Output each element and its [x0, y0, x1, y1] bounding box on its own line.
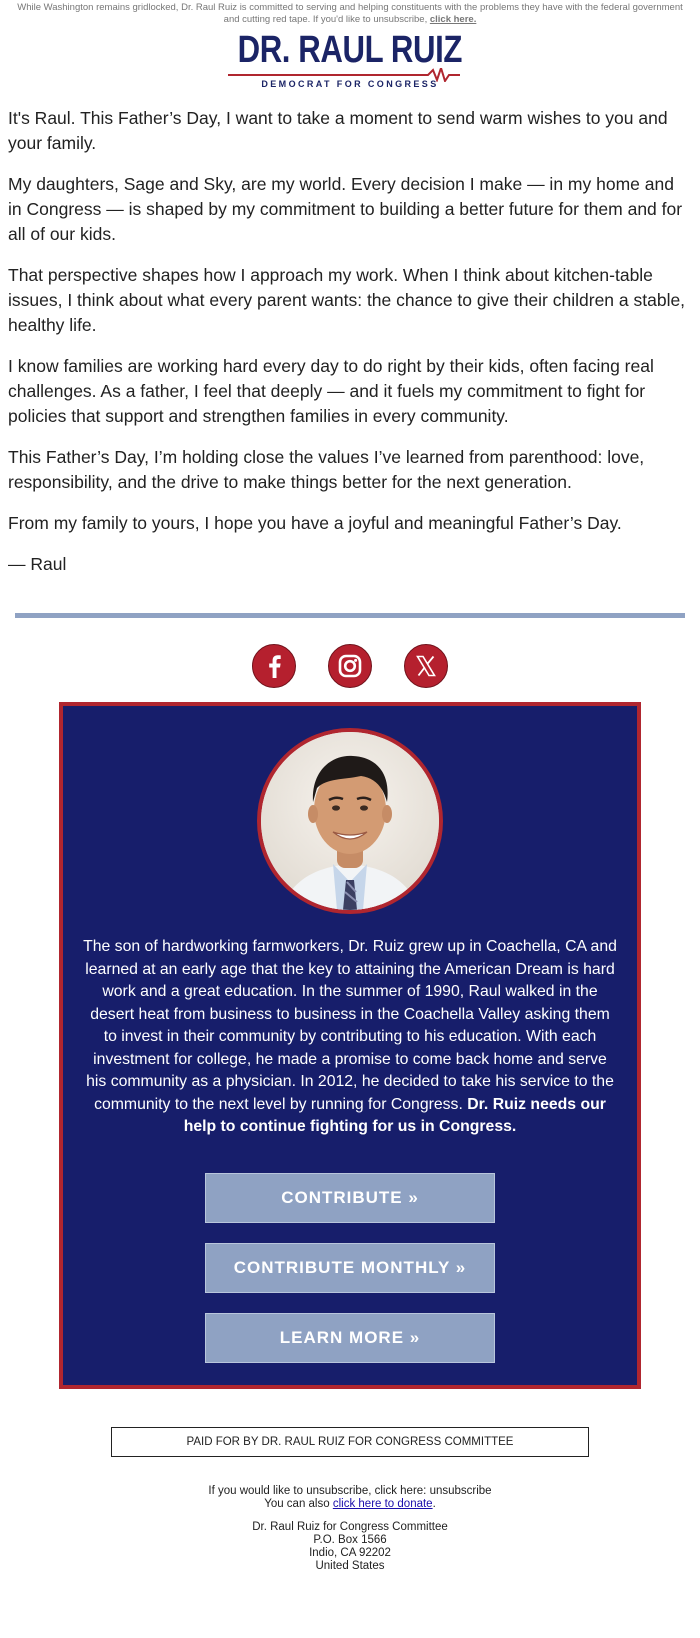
footer-donate	[0, 1498, 700, 1511]
letter-body	[0, 106, 700, 577]
bio-callout: Dr. Ruiz needs our help to continue fighting for us in Congress.	[183, 1095, 606, 1135]
paid-for-disclaimer: PAID FOR BY DR. RAUL RUIZ FOR CONGRESS COMMITTEE	[111, 1427, 589, 1457]
contribute-monthly-button[interactable]: CONTRIBUTE MONTHLY »	[205, 1243, 495, 1293]
logo-name: DR. RAUL RUIZ	[237, 29, 463, 71]
instagram-icon[interactable]	[328, 644, 372, 688]
footer	[0, 1485, 700, 1573]
mailing-address	[0, 1521, 700, 1573]
footer-unsubscribe[interactable]: If you would like to unsubscribe, click here: unsubscribe	[208, 1484, 492, 1497]
address-line: P.O. Box 1566	[313, 1533, 387, 1546]
donate-prefix: You can also	[264, 1497, 330, 1510]
address-line: United States	[315, 1559, 385, 1572]
campaign-logo	[0, 28, 700, 88]
candidate-portrait	[257, 728, 443, 914]
preheader-text: While Washington remains gridlocked, Dr. Raul Ruiz is committed to serving and helping constituents with the problems they have with the federal government and cutting red tape. If you'd like to unsubscribe,	[17, 2, 683, 25]
letter-paragraph: That perspective shapes how I approach my work. When I think about kitchen-table issues, I think about what every parent wants: the chance to give their children a stable, healthy life.	[8, 265, 686, 335]
address-line: Dr. Raul Ruiz for Congress Committee	[252, 1520, 448, 1533]
preheader	[0, 0, 700, 26]
letter-paragraph: It's Raul. This Father’s Day, I want to take a moment to send warm wishes to you and your family.	[8, 108, 668, 153]
letter-paragraph: From my family to yours, I hope you have a joyful and meaningful Father’s Day.	[8, 513, 622, 533]
address-line: Indio, CA 92202	[309, 1546, 391, 1559]
letter-signature: — Raul	[8, 554, 67, 574]
facebook-icon[interactable]	[252, 644, 296, 688]
donate-link[interactable]: click here to donate	[332, 1497, 433, 1510]
social-links	[0, 644, 700, 690]
letter-paragraph: This Father’s Day, I’m holding close the values I’ve learned from parenthood: love, responsibility, and the drive to make things better for the next generation.	[8, 447, 645, 492]
x-icon[interactable]	[404, 644, 448, 688]
contribute-button[interactable]: CONTRIBUTE »	[205, 1173, 495, 1223]
learn-more-button[interactable]: LEARN MORE »	[205, 1313, 495, 1363]
heartbeat-line-icon	[228, 68, 473, 82]
bio-text	[83, 936, 617, 1139]
bio-paragraph: The son of hardworking farmworkers, Dr. Ruiz grew up in Coachella, CA and learned at an early age that the key to attaining the American Dream is hard work and a great education. In the summer of 1990, Raul walked in the desert heat from business to business in the Coachella Valley asking them to invest in their community by contributing to his education. With each investment for college, he made a promise to come back home and serve his community as a physician. In 2012, he decided to take his service to the community to the next level by running for Congress.	[83, 938, 617, 1113]
unsubscribe-link[interactable]: click here.	[429, 14, 477, 25]
logo-subtitle: DEMOCRAT FOR CONGRESS	[261, 79, 439, 89]
letter-paragraph: I know families are working hard every day to do right by their kids, often facing real challenges. As a father, I feel that deeply — and it fuels my commitment to fight for policies that support and strengthen families in every community.	[8, 356, 654, 426]
donate-suffix: .	[432, 1497, 436, 1510]
section-divider	[15, 613, 685, 618]
bio-panel	[59, 702, 641, 1389]
letter-paragraph: My daughters, Sage and Sky, are my world. Every decision I make — in my home and in Congress — is shaped by my commitment to building a better future for them and for all of our kids.	[8, 174, 683, 244]
